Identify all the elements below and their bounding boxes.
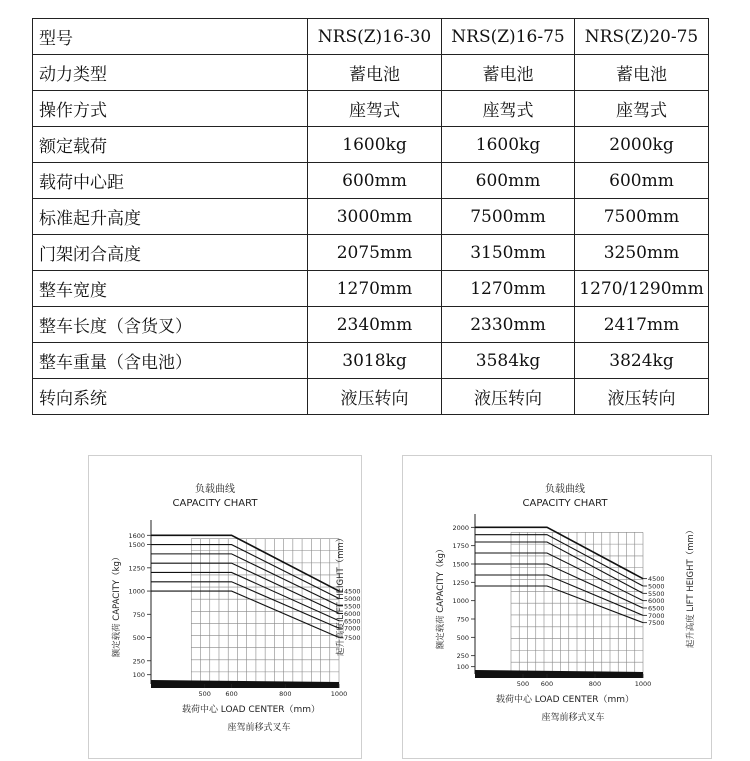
y-tick-label: 1250 <box>452 578 469 587</box>
y-axis-label: 额定载荷 CAPACITY（kg） <box>436 544 446 650</box>
y-tick-label: 1250 <box>128 564 145 573</box>
row-label-cell: 转向系统 <box>33 379 308 415</box>
series-label: 6000 <box>344 609 361 618</box>
row-value-cell: 3250mm <box>575 235 709 271</box>
y-tick-label: 100 <box>456 663 469 672</box>
x-tick-label: 800 <box>588 680 602 688</box>
table-row <box>33 271 709 307</box>
row-value-cell: 蓄电池 <box>442 55 575 91</box>
row-value-cell: 1270/1290mm <box>575 271 709 307</box>
x-tick-label: 600 <box>540 680 554 688</box>
row-value-cell: 2075mm <box>308 235 442 271</box>
series-label: 6000 <box>648 597 665 606</box>
row-value-cell: 1270mm <box>308 271 442 307</box>
y-tick-label: 2000 <box>452 523 469 532</box>
series-label: 7500 <box>648 619 665 628</box>
row-value-cell: 液压转向 <box>308 379 442 415</box>
row-value-cell: 600mm <box>308 163 442 199</box>
series-line <box>151 582 339 628</box>
x-tick-label: 800 <box>279 690 292 698</box>
row-label-cell: 额定载荷 <box>33 127 308 163</box>
row-value-cell: 600mm <box>442 163 575 199</box>
header-model-cell: NRS(Z)16-30 <box>308 19 442 55</box>
base-bar <box>151 680 339 688</box>
row-value-cell: 2340mm <box>308 307 442 343</box>
table-header-row <box>33 19 709 55</box>
row-label-cell: 载荷中心距 <box>33 163 308 199</box>
y-tick-label: 1750 <box>452 542 469 551</box>
series-label: 4500 <box>648 575 665 584</box>
y-tick-label: 250 <box>132 657 145 666</box>
row-value-cell: 7500mm <box>442 199 575 235</box>
row-label-cell: 门架闭合高度 <box>33 235 308 271</box>
row-value-cell: 蓄电池 <box>308 55 442 91</box>
x-tick-label: 1000 <box>330 690 348 698</box>
series-label: 4500 <box>344 587 361 596</box>
y-tick-label: 1000 <box>128 587 145 596</box>
y-tick-label: 1600 <box>128 531 145 540</box>
series-label: 7000 <box>648 611 665 620</box>
base-bar <box>475 670 643 678</box>
chart-title: 负载曲线 <box>195 484 235 495</box>
chart-caption: 座驾前移式叉车 <box>541 713 605 723</box>
row-value-cell: 600mm <box>575 163 709 199</box>
row-value-cell: 座驾式 <box>442 91 575 127</box>
y-tick-label: 100 <box>132 671 145 680</box>
row-label-cell: 标准起升高度 <box>33 199 308 235</box>
x-tick-label: 1000 <box>634 680 652 688</box>
series-label: 7500 <box>344 634 361 643</box>
series-label: 5000 <box>648 582 665 591</box>
chart-title: 负载曲线 <box>545 484 585 495</box>
table-row <box>33 307 709 343</box>
table-row <box>33 343 709 379</box>
series-label: 5000 <box>344 594 361 603</box>
y-tick-label: 750 <box>132 610 145 619</box>
right-axis-label: 起升高度 LIFT HEIGHT（mm） <box>336 533 346 657</box>
series-line <box>151 554 339 606</box>
x-axis-label: 载荷中心 LOAD CENTER（mm） <box>495 695 635 705</box>
row-value-cell: 液压转向 <box>575 379 709 415</box>
row-value-cell: 3584kg <box>442 343 575 379</box>
series-line <box>151 591 339 637</box>
header-model-cell: NRS(Z)16-75 <box>442 19 575 55</box>
series-label: 5500 <box>648 589 665 598</box>
y-tick-label: 1500 <box>452 560 469 569</box>
series-line <box>475 575 643 615</box>
table-row <box>33 235 709 271</box>
row-label-cell: 动力类型 <box>33 55 308 91</box>
row-value-cell: 座驾式 <box>308 91 442 127</box>
series-line <box>151 545 339 599</box>
y-tick-label: 250 <box>456 652 469 661</box>
row-value-cell: 7500mm <box>575 199 709 235</box>
row-value-cell: 3000mm <box>308 199 442 235</box>
table-row <box>33 163 709 199</box>
y-tick-label: 1000 <box>452 597 469 606</box>
header-label-cell: 型号 <box>33 19 308 55</box>
right-axis-label: 起升高度 LIFT HEIGHT（mm） <box>686 525 696 649</box>
series-label: 5500 <box>344 602 361 611</box>
table-row <box>33 127 709 163</box>
row-value-cell: 3018kg <box>308 343 442 379</box>
x-tick-label: 600 <box>225 690 238 698</box>
row-value-cell: 2000kg <box>575 127 709 163</box>
row-label-cell: 操作方式 <box>33 91 308 127</box>
capacity-chart-2 <box>402 455 712 759</box>
series-label: 6500 <box>648 604 665 613</box>
row-value-cell: 3150mm <box>442 235 575 271</box>
y-tick-label: 500 <box>456 633 469 642</box>
series-label: 6500 <box>344 617 361 626</box>
row-label-cell: 整车重量（含电池） <box>33 343 308 379</box>
row-value-cell: 1600kg <box>308 127 442 163</box>
chart-subtitle: CAPACITY CHART <box>522 498 608 509</box>
table-row <box>33 379 709 415</box>
table-row <box>33 55 709 91</box>
y-axis-label: 额定载荷 CAPACITY（kg） <box>112 552 122 658</box>
chart-caption: 座驾前移式叉车 <box>227 723 291 733</box>
chart-svg <box>403 456 711 758</box>
header-model-cell: NRS(Z)20-75 <box>575 19 709 55</box>
row-value-cell: 2330mm <box>442 307 575 343</box>
row-value-cell: 1600kg <box>442 127 575 163</box>
table-row <box>33 199 709 235</box>
x-tick-label: 500 <box>198 690 211 698</box>
row-label-cell: 整车宽度 <box>33 271 308 307</box>
chart-svg <box>89 456 361 758</box>
spec-table <box>32 18 709 415</box>
row-value-cell: 2417mm <box>575 307 709 343</box>
row-value-cell: 1270mm <box>442 271 575 307</box>
table-row <box>33 91 709 127</box>
y-tick-label: 1500 <box>128 541 145 550</box>
y-tick-label: 750 <box>456 615 469 624</box>
series-line <box>151 563 339 613</box>
row-value-cell: 液压转向 <box>442 379 575 415</box>
x-axis-label: 载荷中心 LOAD CENTER（mm） <box>181 705 321 715</box>
row-label-cell: 整车长度（含货叉） <box>33 307 308 343</box>
series-line <box>475 553 643 601</box>
row-value-cell: 3824kg <box>575 343 709 379</box>
row-value-cell: 蓄电池 <box>575 55 709 91</box>
y-tick-label: 500 <box>132 634 145 643</box>
capacity-chart-1 <box>88 455 362 759</box>
series-label: 7000 <box>344 624 361 633</box>
chart-subtitle: CAPACITY CHART <box>172 498 258 509</box>
row-value-cell: 座驾式 <box>575 91 709 127</box>
x-tick-label: 500 <box>516 680 530 688</box>
